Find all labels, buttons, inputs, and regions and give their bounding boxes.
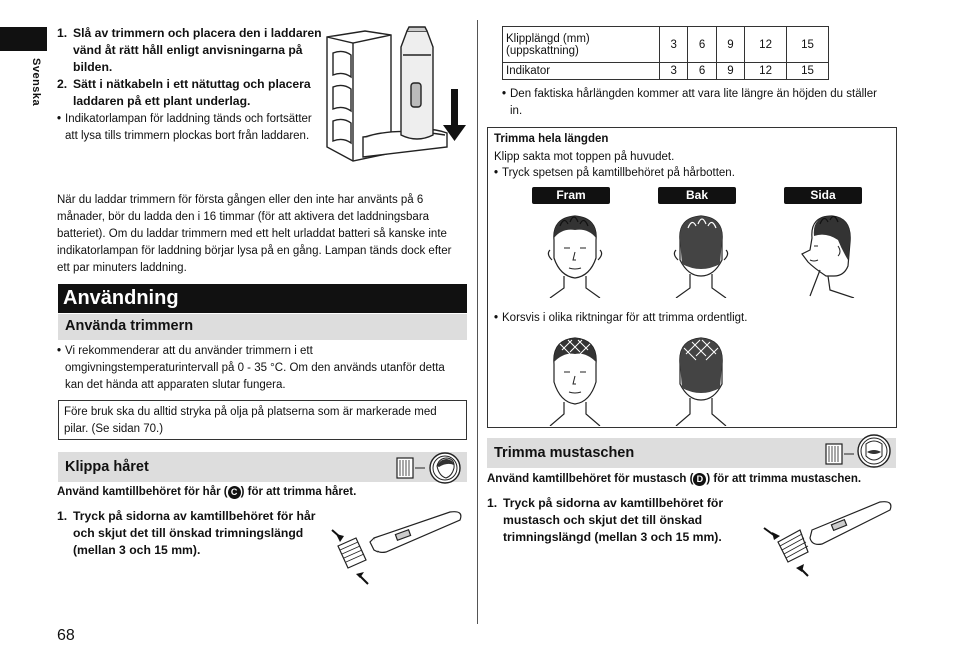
mustache-step-1: 1. Tryck på sidorna av kamtillbehöret för mustasch och skjut det till önskad trimningslängd (mellan 3 och 15 mm). (487, 496, 724, 544)
table-cell: 6 (688, 63, 716, 80)
trimmer-comb-illustration (330, 506, 466, 586)
charging-paragraph: När du laddar trimmern för första gången eller den inte har använts på 6 månader, bör du ladda den i 16 timmar (för att aktivera det laddningsbara batteriet). Om du laddar trimmern med ett helt urladdat batteri så kanske inte indikatorlampan för laddning börjar lysa på en gång. Lampan tänds dock efter ett par minuters laddning. (57, 194, 452, 274)
table-cell: 3 (660, 27, 688, 63)
mustache-attachment-icon (822, 434, 896, 468)
charger-illustration (325, 25, 471, 165)
trim-box-bullet-2: • Korsvis i olika riktningar för att trimma ordentligt. (494, 312, 748, 324)
step-2-text: Sätt i nätkabeln i ett nätuttag och placera laddaren på ett plant underlag. (73, 77, 311, 108)
table-cell: 12 (745, 63, 787, 80)
head-crosshatch-back (666, 330, 736, 426)
head-back-illustration (666, 210, 736, 298)
tag-back: Bak (658, 187, 736, 204)
table-cell: 9 (716, 27, 744, 63)
head-side-illustration (790, 210, 860, 298)
tag-side: Sida (784, 187, 862, 204)
cut-step-1: 1. Tryck på sidorna av kamtillbehöret för hår och skjut det till önskad trimningslängd (mellan 3 och 15 mm). (57, 509, 316, 557)
language-label: Svenska (30, 58, 42, 107)
column-divider (477, 20, 478, 624)
table-cell: 15 (787, 63, 829, 80)
table-row (503, 63, 829, 80)
oil-note-box: Före bruk ska du alltid stryka på olja på platserna som är markerade med pilar. (Se sidan 70.) (58, 400, 467, 440)
temperature-bullet: • Vi rekommenderar att du använder trimmern i ett omgivningstemperaturintervall på 0 - 35 °C. Om den används utanför detta kan det hända att apparaten slutar fungera. (57, 345, 445, 391)
indicator-bullet: • Indikatorlampan för laddning tänds och fortsätter att lysa tills trimmern plockas bort från laddaren. (57, 113, 312, 142)
mustache-attachment-note: Använd kamtillbehöret för mustasch ( D ) för att trimma mustaschen. (487, 473, 862, 485)
hair-attachment-icon (395, 452, 467, 484)
table-cell-length-label: Klipplängd (mm) (uppskattning) (503, 27, 660, 63)
cut-hair-title: Klippa håret (58, 452, 467, 482)
head-front-illustration (540, 210, 610, 298)
head-crosshatch-front (540, 330, 610, 426)
trim-full-length-box (487, 127, 897, 428)
table-cell: 3 (660, 63, 688, 80)
section-title: Användning (58, 284, 467, 313)
table-cell: 9 (716, 63, 744, 80)
trim-box-line: Klipp sakta mot toppen på huvudet. (494, 151, 675, 163)
step-1: 1. Slå av trimmern och placera den i laddaren vänd åt rätt håll enligt anvisningarna på bilden. (57, 26, 322, 74)
length-table (502, 26, 829, 80)
trim-box-title: Trimma hela längden (494, 133, 609, 145)
tag-front: Fram (532, 187, 610, 204)
table-cell: 6 (688, 27, 716, 63)
hair-attachment-note: Använd kamtillbehöret för hår ( C ) för att trimma håret. (57, 486, 357, 498)
table-row (503, 27, 829, 63)
charging-steps (57, 25, 322, 145)
step-1-text: Slå av trimmern och placera den i laddaren vänd åt rätt håll enligt anvisningarna på bilden. (73, 26, 322, 74)
table-cell-indicator-label: Indikator (503, 63, 660, 80)
language-tab-marker (0, 27, 47, 51)
attachment-c-badge: C (228, 486, 241, 499)
subsection-title: Använda trimmern (58, 314, 467, 340)
mustache-title: Trimma mustaschen (487, 438, 896, 468)
page-number: 68 (57, 627, 75, 644)
trim-box-bullet-1: • Tryck spetsen på kamtillbehöret på hårbotten. (494, 167, 735, 179)
attachment-d-badge: D (693, 473, 706, 486)
step-2: 2. Sätt i nätkabeln i ett nätuttag och placera laddaren på ett plant underlag. (57, 76, 322, 110)
length-note-bullet: • Den faktiska hårlängden kommer att vara lite längre än höjden du ställer in. (502, 88, 877, 117)
table-cell: 15 (787, 27, 829, 63)
table-cell: 12 (745, 27, 787, 63)
mustache-trimmer-illustration (760, 496, 896, 578)
